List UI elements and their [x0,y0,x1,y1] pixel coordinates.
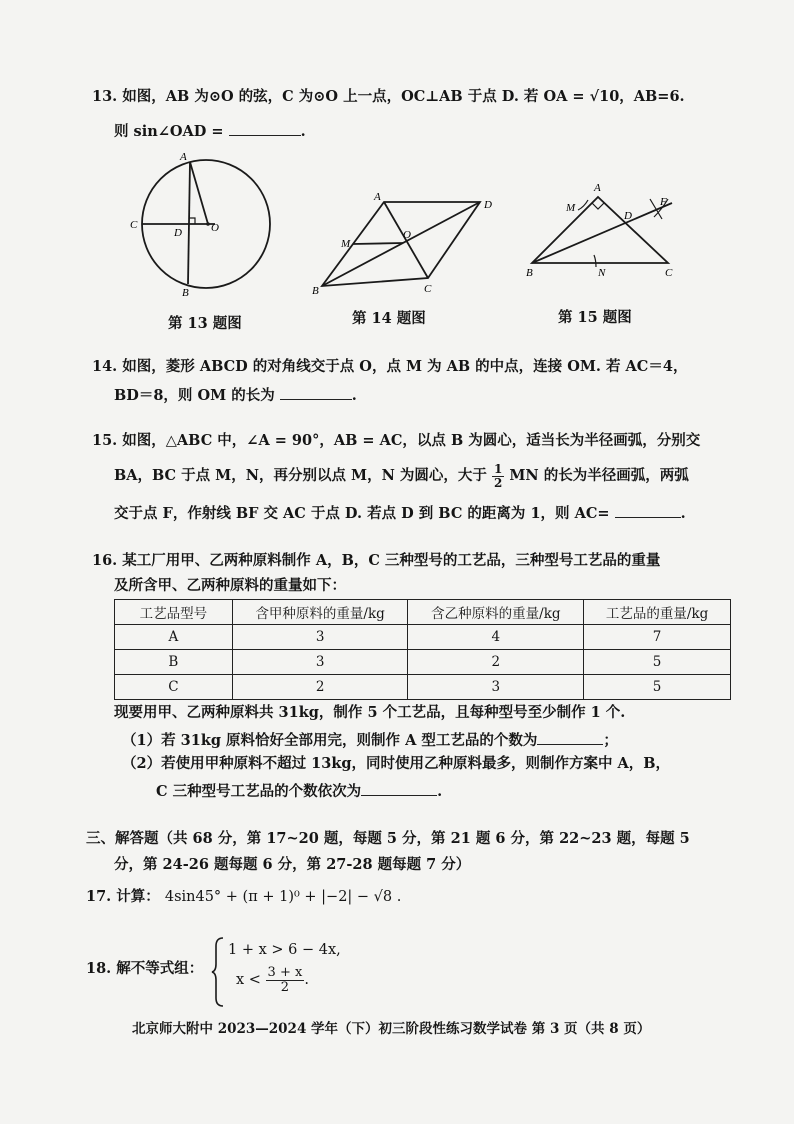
q16-part1-end: ； [603,732,618,749]
q18-prefix: 18. 解不等式组： [86,960,204,977]
figure-13 [120,145,280,300]
q15-line3: 交于点 F，作射线 BF 交 AC 于点 D. 若点 D 到 BC 的距离为 1，则 AC= . [114,505,686,522]
brace-icon [211,936,225,1008]
caption-13: 第 13 题图 [168,315,242,332]
q13-line2: 则 sin∠OAD = . [114,123,306,140]
table-cell: 2 [232,675,408,700]
q18-ineq2-end: . [304,972,309,989]
q17-line [86,888,401,906]
fig13-label-c: C [130,219,138,231]
q15-frac-den: 2 [493,475,503,490]
q13-line1: 13. 如图，AB 为⊙O 的弦，C 为⊙O 上一点，OC⊥AB 于点 D. 若 OA = √10，AB=6. [92,88,685,105]
table-header: 工艺品型号 [115,600,233,625]
q16-part1-prompt: （1）若 31kg 原料恰好全部用完，则制作 A 型工艺品的个数为 [122,732,538,749]
table-row [115,675,731,700]
table-cell: 2 [408,650,584,675]
table-cell: 3 [232,650,408,675]
q15-prompt: 交于点 F，作射线 BF 交 AC 于点 D. 若点 D 到 BC 的距离为 1，则 AC= [114,505,610,522]
table-cell: B [115,650,233,675]
table-cell: 3 [232,625,408,650]
fig15-label-a: A [594,182,601,194]
fig15-label-d: D [624,210,632,222]
section3-heading-line1: 三、解答题（共 68 分，第 17~20 题，每题 5 分，第 21 题 6 分，第 22~23 题，每题 5 [86,830,690,847]
section3-heading-line2: 分，第 24-26 题每题 6 分，第 27-28 题每题 7 分） [114,856,471,873]
figure-14 [310,188,500,300]
q16-part2-end: . [437,783,443,800]
table-header: 含甲种原料的重量/kg [232,600,408,625]
q16-part2-prompt: C 三种型号工艺品的个数依次为 [156,783,362,800]
q16-line3: 现要用甲、乙两种原料共 31kg，制作 5 个工艺品，且每种型号至少制作 1 个. [114,704,626,721]
fig14-label-m: M [341,238,351,250]
table-header: 工艺品的重量/kg [584,600,731,625]
fig14-label-b: B [312,285,319,297]
q13-answer-blank[interactable] [229,121,301,136]
fig14-label-o: O [403,229,411,241]
q16-part2b [156,781,442,800]
q15-answer-blank[interactable] [615,503,681,518]
table-cell: 3 [408,675,584,700]
q16-line2: 及所含甲、乙两种原料的重量如下： [114,577,346,594]
q14-prompt: BD＝8，则 OM 的长为 [114,387,275,404]
q14-answer-blank[interactable] [280,385,352,400]
q16-part1-blank[interactable] [537,730,603,745]
q16-part2-blank[interactable] [361,781,437,796]
table-header-row [115,600,731,625]
table-cell: 5 [584,675,731,700]
q18-inequality-2 [236,966,309,994]
page-footer: 北京师大附中 2023—2024 学年（下）初三阶段性练习数学试卷 第 3 页（共 8 页） [132,1021,651,1037]
q16-line1: 16. 某工厂用甲、乙两种原料制作 A，B，C 三种型号的工艺品，三种型号工艺品的重量 [92,552,661,569]
q18-inequality-1: 1 + x > 6 − 4x, [228,942,341,958]
fig13-label-o: O [211,222,219,234]
caption-15: 第 15 题图 [558,309,632,326]
table-cell: C [115,675,233,700]
q16-part2a: （2）若使用甲种原料不超过 13kg，同时使用乙种原料最多，则制作方案中 A，B， [122,755,671,772]
figure-15 [520,175,690,285]
fig13-label-b: B [182,287,189,299]
q17-prefix: 17. 计算： [86,888,160,905]
table-header: 含乙种原料的重量/kg [408,600,584,625]
table-cell: 4 [408,625,584,650]
fig13-label-d: D [174,227,182,239]
fig14-label-a: A [374,191,381,203]
table-row [115,650,731,675]
q15-line2b: MN 的长为半径画弧，两弧 [509,467,689,485]
fig14-label-c: C [424,283,432,295]
q15-fraction [492,463,504,489]
q18-fraction [266,966,305,994]
q16-part1 [122,730,618,749]
craft-table [114,599,731,700]
fig15-label-f: F [660,196,667,208]
q13-prompt: 则 sin∠OAD = [114,123,224,140]
q18-frac-num: 3 + x [267,965,303,980]
q17-expression: 4sin45° + (π + 1)⁰ + |−2| − √8 . [164,889,402,905]
q15-line1: 15. 如图，△ABC 中，∠A = 90°，AB = AC，以点 B 为圆心，适当长为半径画弧，分别交 [92,432,701,449]
q15-line2 [114,463,689,489]
fig13-label-a: A [180,151,187,163]
fig15-label-c: C [665,267,673,279]
fig14-label-d: D [484,199,492,211]
q14-line2: BD＝8，则 OM 的长为 . [114,387,357,404]
q18-frac-den: 2 [280,979,290,995]
q14-line1: 14. 如图，菱形 ABCD 的对角线交于点 O，点 M 为 AB 的中点，连接 OM. 若 AC＝4， [92,358,688,375]
table-cell: 7 [584,625,731,650]
table-row [115,625,731,650]
table-cell: A [115,625,233,650]
q15-line2a: BA，BC 于点 M，N，再分别以点 M，N 为圆心，大于 [114,467,487,485]
caption-14: 第 14 题图 [352,310,426,327]
q15-frac-num: 1 [493,462,503,476]
fig15-label-m: M [566,202,576,214]
fig15-label-n: N [598,267,606,279]
fig15-label-b: B [526,267,533,279]
table-cell: 5 [584,650,731,675]
q18-ineq2-lhs: x < [236,972,261,989]
